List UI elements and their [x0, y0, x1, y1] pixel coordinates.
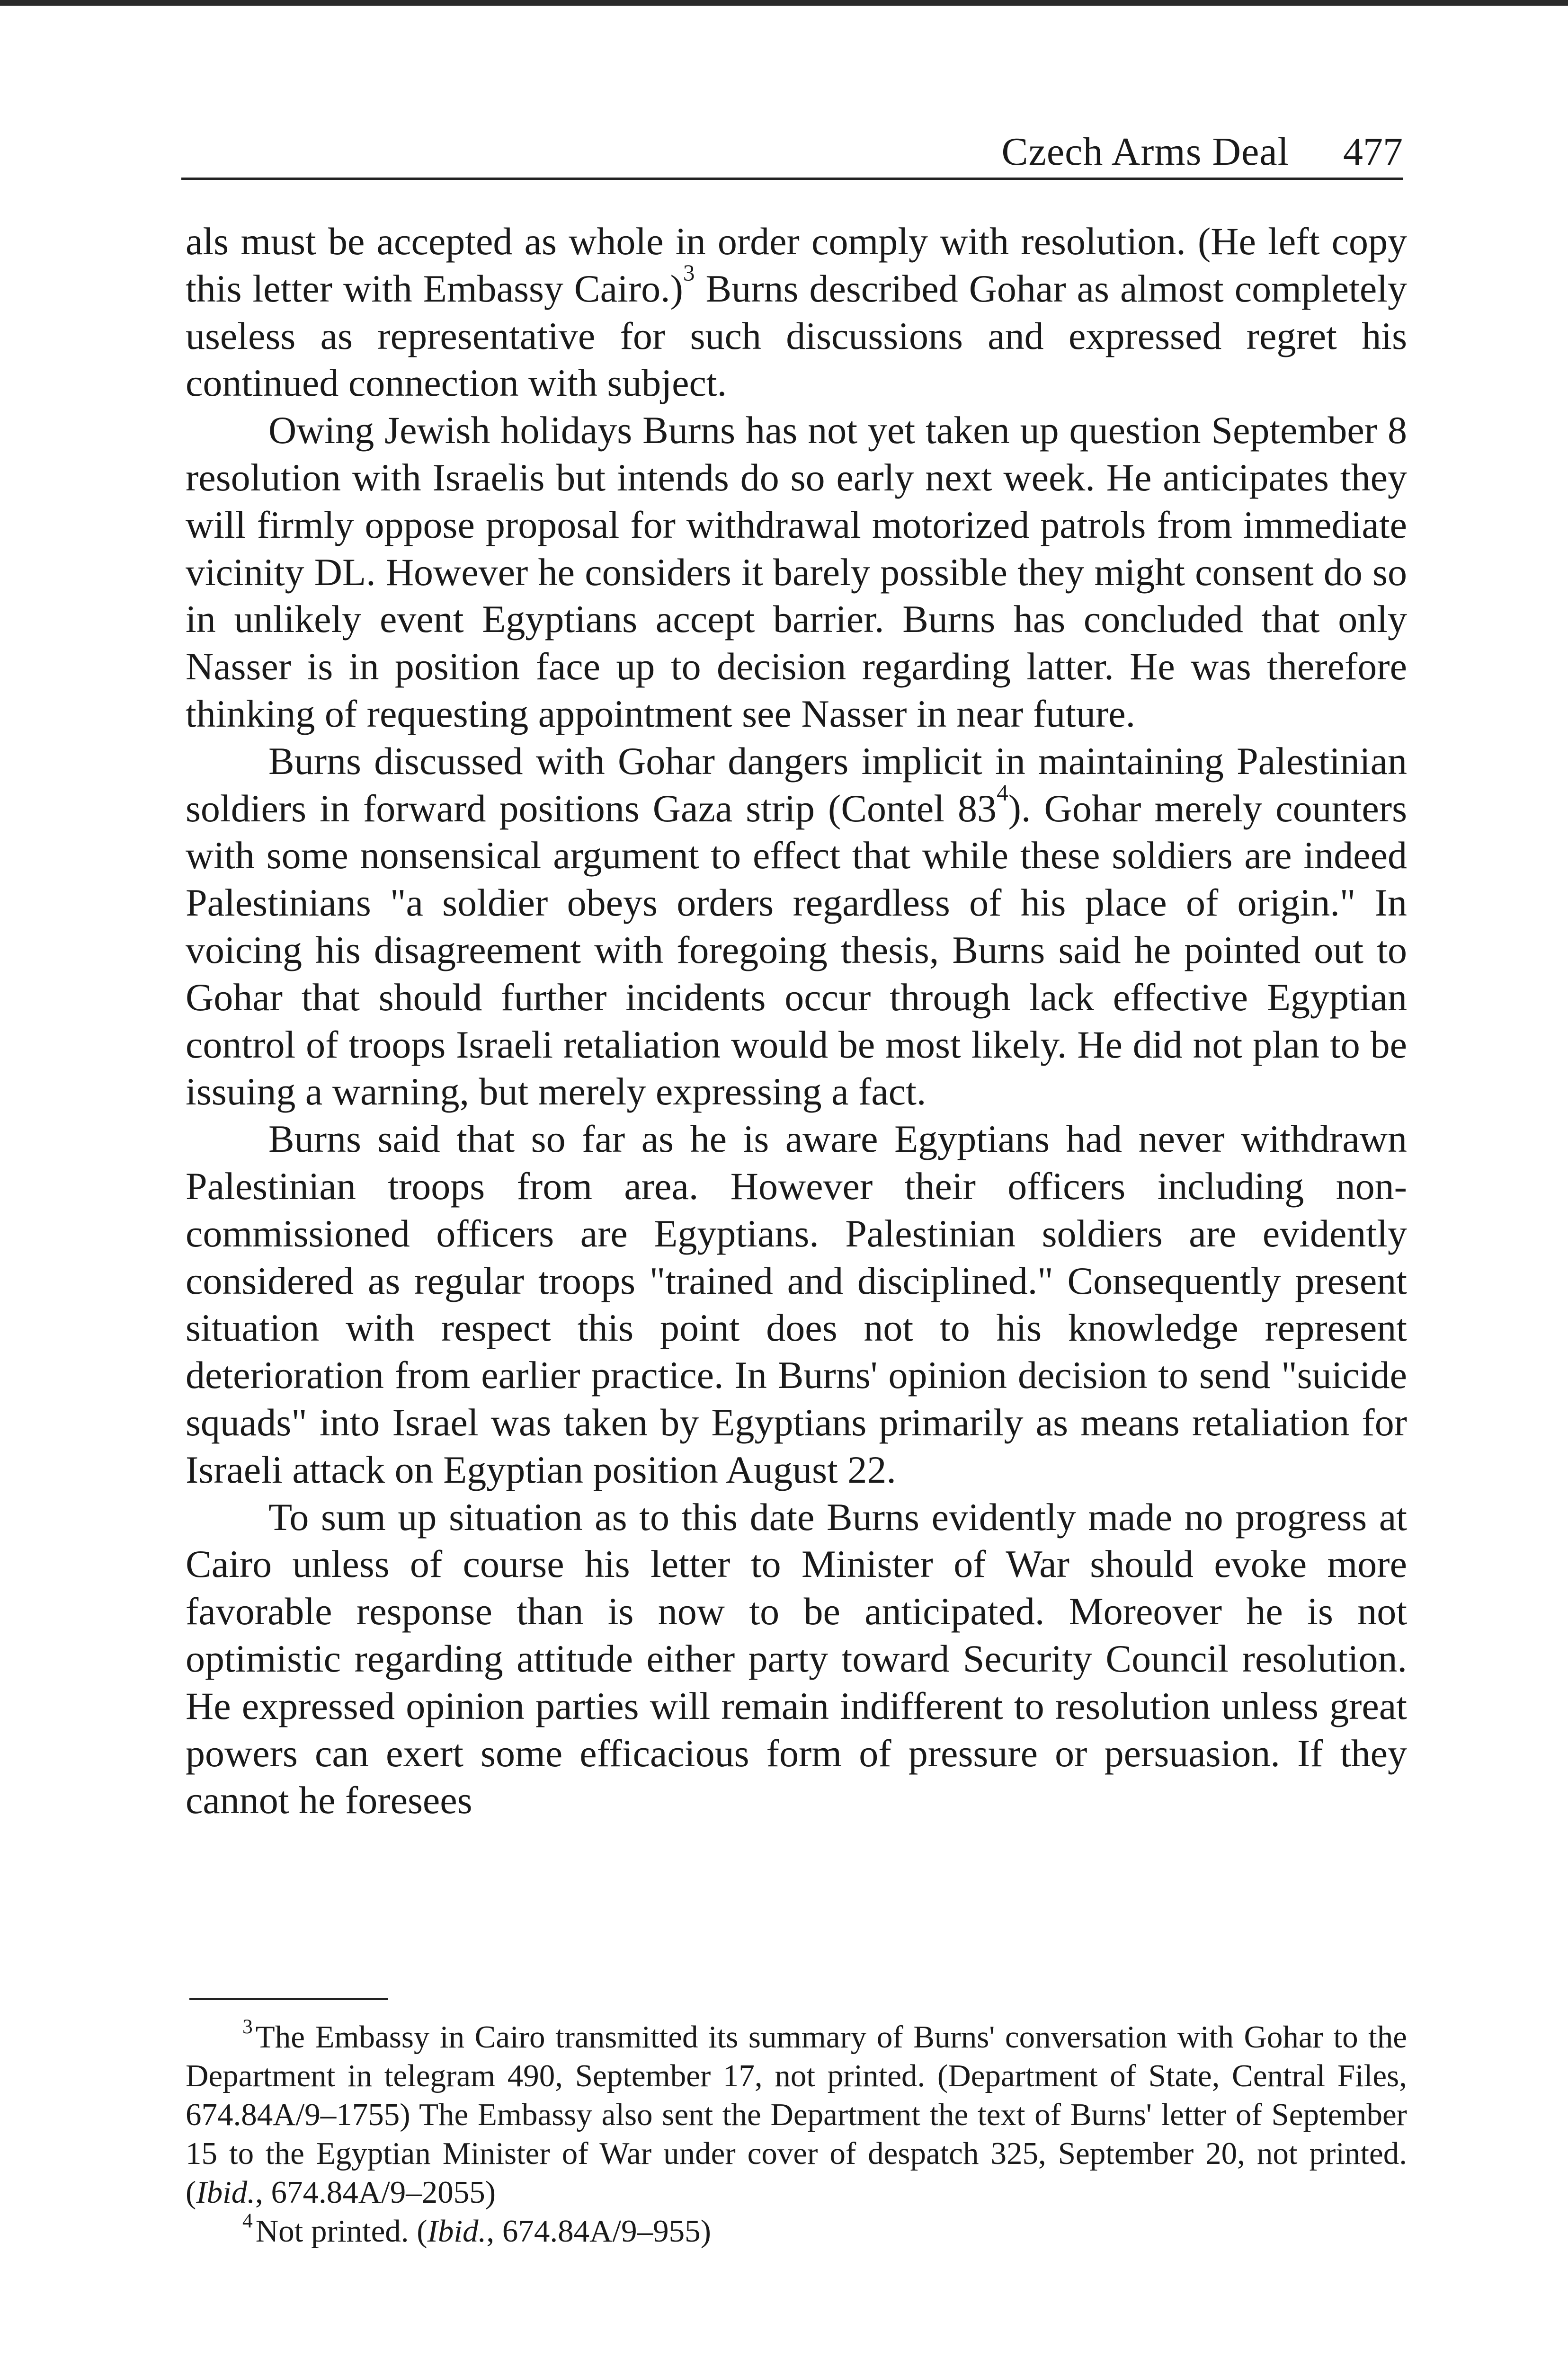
footnotes: [186, 2015, 1407, 2251]
footnote-3-ibid: Ibid.: [196, 2175, 255, 2210]
paragraph-4: Burns said that so far as he is aware Egyptians had never withdrawn Palestinian troops from area. However their officers including non-commissioned officers are Egyptians. Palestinian soldiers are evidently considered as regular troops "trained and disciplined." Consequently present situation with respect this point does not to his knowledge represent deterioration from earlier practice. In Burns' opinion decision to send "suicide squads" into Israel was taken by Egyptians primarily as means retaliation for Israeli attack on Egyptian position August 22.: [186, 1117, 1407, 1491]
paragraph-1-text-a: als must be accepted as whole in order comply with resolution. (He left copy this letter with Embassy Cairo.): [186, 220, 1407, 310]
paragraph-3: [186, 738, 1407, 1115]
footnote-4-text-a: Not printed. (: [255, 2214, 428, 2249]
footnote-3-marker: 3: [242, 2015, 253, 2038]
footnote-separator-rule: [189, 1998, 388, 2000]
top-page-edge-rule: [0, 0, 1568, 6]
footnote-3-text-b: , 674.84A/9–2055): [255, 2175, 496, 2210]
running-head: [181, 128, 1403, 180]
paragraph-3-text-a: Burns discussed with Gohar dangers implicit in maintaining Palestinian soldiers in forward positions Gaza strip (Contel 83: [186, 739, 1407, 830]
footnote-4-marker: 4: [242, 2209, 253, 2232]
footnote-ref-3: 3: [683, 259, 695, 286]
page-number: 477: [1343, 130, 1403, 174]
body-text: [186, 218, 1407, 1824]
footnote-3-text-a: The Embassy in Cairo transmitted its summary of Burns' conversation with Gohar to the Department in telegram 490, September 17, not printed. (Department of State, Central Files, 674.84A/9–1755) The Embassy also sent the Department the text of Burns' letter of September 15 to the Egyptian Minister of War under cover of despatch 325, September 20, not printed. (: [186, 2020, 1407, 2210]
paragraph-1: [186, 218, 1407, 407]
footnote-ref-4: 4: [997, 779, 1008, 806]
paragraph-3-text-b: ). Gohar merely counters with some nonsensical argument to effect that while these soldiers are indeed Palestinians "a soldier obeys orders regardless of his place of origin." In voicing his disagreement with foregoing thesis, Burns said he pointed out to Gohar that should further incidents occur through lack effective Egyptian control of troops Israeli retaliation would be most likely. He did not plan to be issuing a warning, but merely expressing a fact.: [186, 786, 1407, 1113]
paragraph-2: Owing Jewish holidays Burns has not yet taken up question September 8 resolution with Israelis but intends do so early next week. He anticipates they will firmly oppose proposal for withdrawal motorized patrols from immediate vicinity DL. However he considers it barely possible they might consent do so in unlikely event Egyptians accept barrier. Burns has concluded that only Nasser is in position face up to decision regarding latter. He was therefore thinking of requesting appointment see Nasser in near future.: [186, 409, 1407, 735]
footnote-3: [186, 2015, 1407, 2212]
footnote-4-text-b: , 674.84A/9–955): [486, 2214, 711, 2249]
footnote-4: [186, 2209, 1407, 2251]
paragraph-5: To sum up situation as to this date Burns evidently made no progress at Cairo unless of course his letter to Minister of War should evoke more favorable response than is now to be anticipated. Moreover he is not optimistic regarding attitude either party toward Security Council resolution. He expressed opinion parties will remain indifferent to resolution unless great powers can exert some efficacious form of pressure or persuasion. If they cannot he foresees: [186, 1495, 1407, 1822]
footnote-4-ibid: Ibid.: [427, 2214, 487, 2249]
paragraph-1-text-b: Burns described Gohar as almost completely useless as representative for such discussions and expressed regret his continued connection with subject.: [186, 267, 1408, 405]
running-head-title: Czech Arms Deal: [1001, 130, 1289, 174]
